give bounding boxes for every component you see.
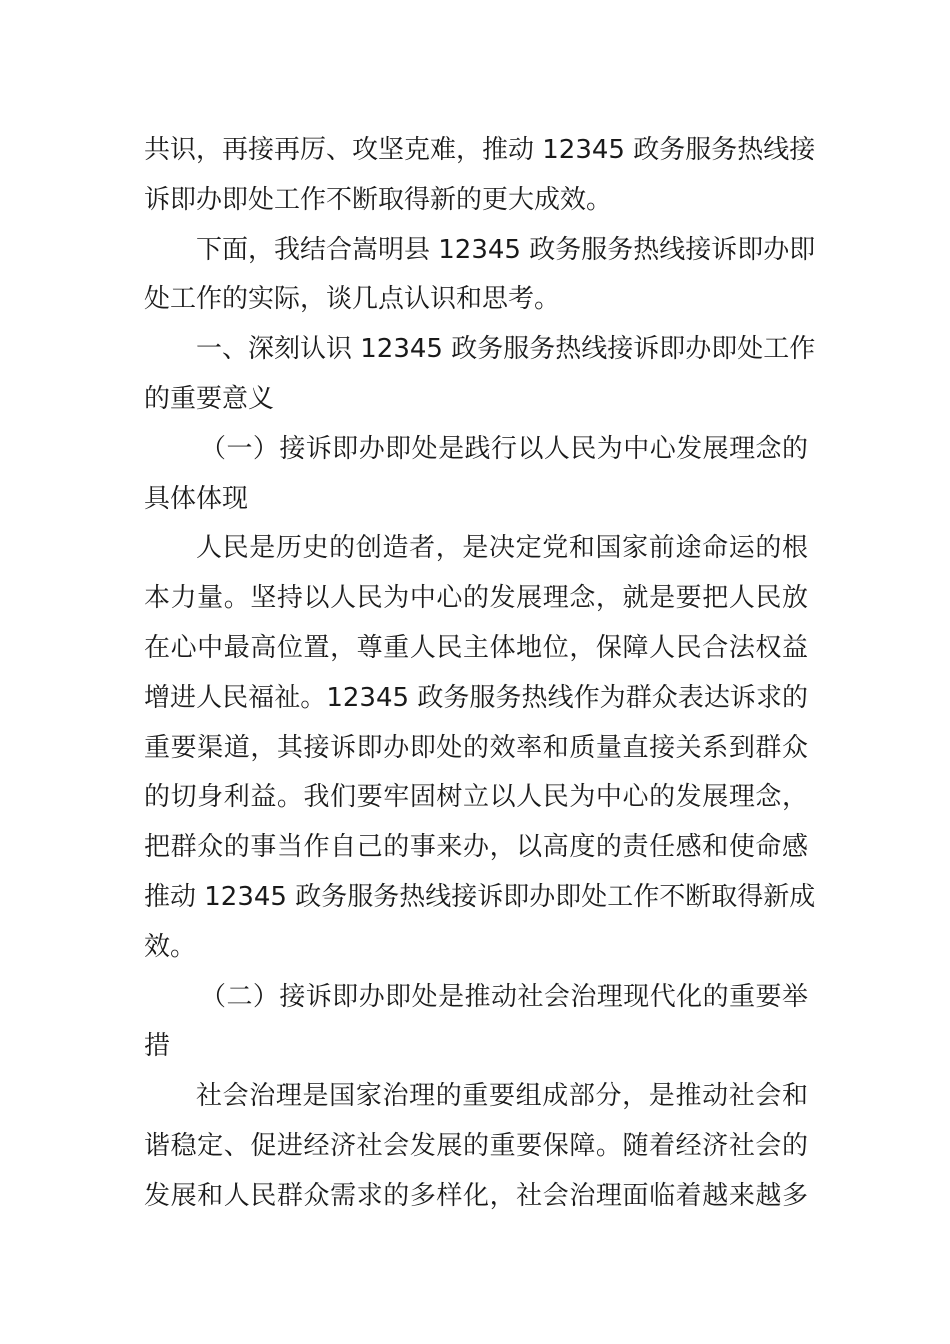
- subsection-heading-line: （一）接诉即办即处是践行以人民为中心发展理念的: [200, 433, 808, 464]
- paragraph-line: 社会治理是国家治理的重要组成部分，是推动社会和: [196, 1081, 808, 1112]
- paragraph-line: 本力量。坚持以人民为中心的发展理念，就是要把人民放: [144, 583, 808, 614]
- section-heading-line: 的重要意义: [144, 383, 275, 414]
- paragraph-line: 推动 12345 政务服务热线接诉即办即处工作不断取得新成: [144, 881, 816, 912]
- subsection-heading-line: 措: [144, 1031, 171, 1062]
- paragraph-line: 的切身利益。我们要牢固树立以人民为中心的发展理念，: [144, 782, 808, 813]
- paragraph-line: 人民是历史的创造者，是决定党和国家前途命运的根: [196, 533, 808, 564]
- paragraph-line: 诉即办即处工作不断取得新的更大成效。: [144, 184, 613, 215]
- section-heading-line: 一、深刻认识 12345 政务服务热线接诉即办即处工作: [196, 334, 816, 365]
- paragraph-line: 谐稳定、促进经济社会发展的重要保障。随着经济社会的: [144, 1130, 808, 1161]
- paragraph-line: 效。: [144, 931, 197, 962]
- subsection-heading-line: （二）接诉即办即处是推动社会治理现代化的重要举: [200, 981, 808, 1012]
- paragraph-line: 增进人民福祉。12345 政务服务热线作为群众表达诉求的: [144, 682, 808, 713]
- paragraph-line: 发展和人民群众需求的多样化，社会治理面临着越来越多: [144, 1180, 808, 1211]
- paragraph-line: 把群众的事当作自己的事来办，以高度的责任感和使命感: [144, 832, 808, 863]
- paragraph-line: 共识，再接再厉、攻坚克难，推动 12345 政务服务热线接: [144, 135, 816, 165]
- subsection-heading-line: 具体体现: [144, 483, 249, 514]
- paragraph-line: 下面，我结合嵩明县 12345 政务服务热线接诉即办即: [196, 234, 816, 265]
- paragraph-line: 处工作的实际，谈几点认识和思考。: [144, 284, 561, 315]
- document-body: [144, 126, 816, 1222]
- paragraph-line: 在心中最高位置，尊重人民主体地位，保障人民合法权益: [144, 632, 808, 663]
- paragraph-line: 重要渠道，其接诉即办即处的效率和质量直接关系到群众: [144, 732, 808, 763]
